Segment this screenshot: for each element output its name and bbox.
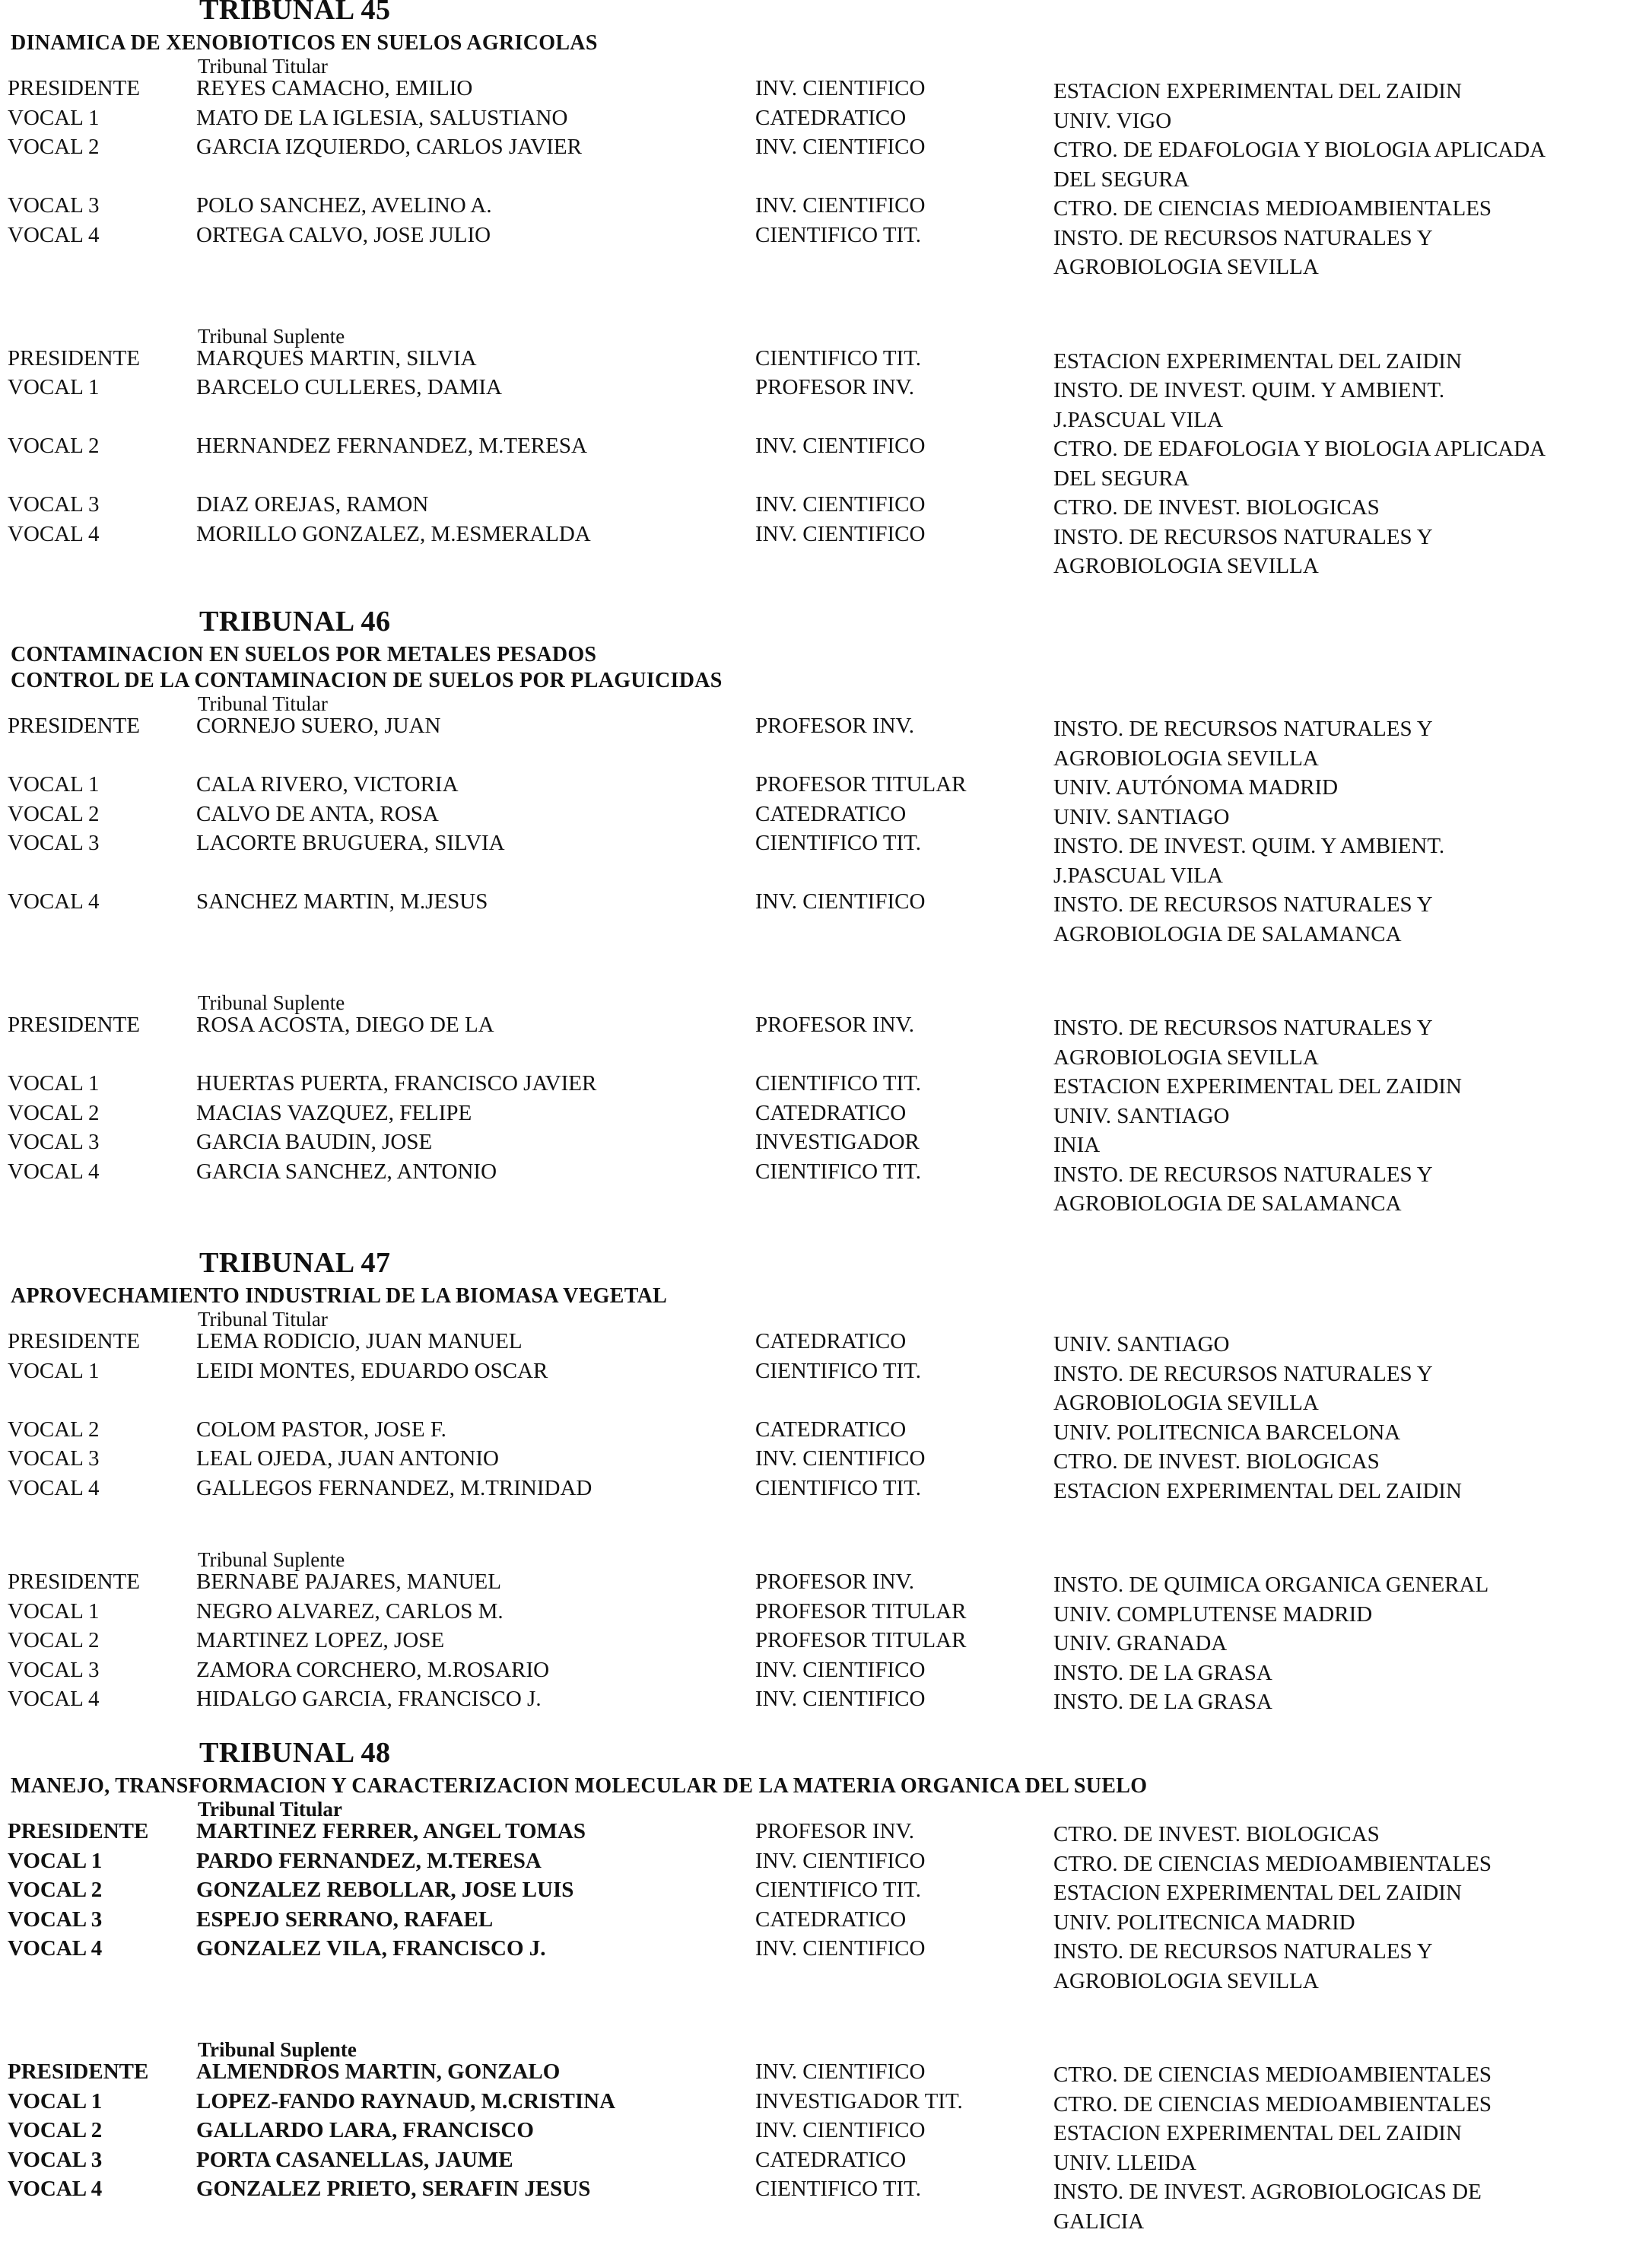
member-position: CATEDRATICO [755,1329,907,1353]
member-position: INV. CIENTIFICO [755,1658,926,1682]
member-position: INVESTIGADOR [755,1130,920,1154]
member-name: MARTINEZ FERRER, ANGEL TOMAS [196,1819,586,1843]
member-position: CATEDRATICO [755,106,907,130]
member-role: PRESIDENTE [8,2059,149,2084]
member-institution: AGROBIOLOGIA SEVILLA [1053,1391,1319,1415]
member-name: MORILLO GONZALEZ, M.ESMERALDA [196,522,591,546]
member-role: PRESIDENTE [8,1329,140,1353]
member-role: VOCAL 2 [8,802,100,826]
member-institution: ESTACION EXPERIMENTAL DEL ZAIDIN [1053,79,1462,103]
member-institution: UNIV. SANTIAGO [1053,805,1230,829]
member-position: INV. CIENTIFICO [755,1687,926,1711]
member-institution: ESTACION EXPERIMENTAL DEL ZAIDIN [1053,1074,1462,1099]
member-institution: AGROBIOLOGIA SEVILLA [1053,1969,1319,1993]
member-institution: INSTO. DE RECURSOS NATURALES Y [1053,892,1433,917]
member-institution: UNIV. POLITECNICA BARCELONA [1053,1420,1401,1445]
member-name: HIDALGO GARCIA, FRANCISCO J. [196,1687,542,1711]
member-name: SANCHEZ MARTIN, M.JESUS [196,889,488,914]
member-name: CORNEJO SUERO, JUAN [196,714,441,738]
panel-label: Tribunal Suplente [198,2038,357,2061]
member-institution: AGROBIOLOGIA SEVILLA [1053,1045,1319,1070]
member-position: INV. CIENTIFICO [755,193,926,218]
member-name: NEGRO ALVAREZ, CARLOS M. [196,1599,504,1624]
member-position: CATEDRATICO [755,802,907,826]
member-institution: INSTO. DE INVEST. QUIM. Y AMBIENT. [1053,834,1445,858]
member-role: PRESIDENTE [8,1013,140,1037]
member-institution: CTRO. DE EDAFOLOGIA Y BIOLOGIA APLICADA [1053,138,1546,162]
member-role: VOCAL 1 [8,772,100,797]
member-role: VOCAL 3 [8,193,100,218]
member-position: INV. CIENTIFICO [755,434,926,458]
member-institution: J.PASCUAL VILA [1053,408,1223,432]
tribunal-number: TRIBUNAL 45 [199,0,391,26]
member-role: VOCAL 3 [8,831,100,855]
member-role: VOCAL 3 [8,1130,100,1154]
tribunal-number: TRIBUNAL 46 [199,606,391,638]
member-role: VOCAL 2 [8,1101,100,1125]
member-institution: INSTO. DE RECURSOS NATURALES Y [1053,226,1433,250]
member-role: VOCAL 1 [8,1359,100,1383]
member-institution: ESTACION EXPERIMENTAL DEL ZAIDIN [1053,349,1462,374]
member-position: CIENTIFICO TIT. [755,1878,922,1902]
member-position: PROFESOR INV. [755,1819,914,1843]
member-institution: AGROBIOLOGIA SEVILLA [1053,746,1319,771]
member-name: ALMENDROS MARTIN, GONZALO [196,2059,561,2084]
member-institution: CTRO. DE INVEST. BIOLOGICAS [1053,495,1380,520]
member-role: VOCAL 1 [8,1849,103,1873]
member-name: MACIAS VAZQUEZ, FELIPE [196,1101,472,1125]
member-position: PROFESOR INV. [755,714,914,738]
member-position: CATEDRATICO [755,1101,907,1125]
member-institution: INIA [1053,1133,1101,1157]
member-role: VOCAL 1 [8,1071,100,1096]
member-institution: INSTO. DE RECURSOS NATURALES Y [1053,1162,1433,1187]
member-institution: UNIV. COMPLUTENSE MADRID [1053,1602,1373,1627]
member-institution: INSTO. DE RECURSOS NATURALES Y [1053,1362,1433,1386]
tribunal-subject: DINAMICA DE XENOBIOTICOS EN SUELOS AGRICOLAS [11,31,598,55]
member-institution: UNIV. LLEIDA [1053,2151,1196,2175]
member-institution: UNIV. SANTIAGO [1053,1332,1230,1356]
member-institution: UNIV. VIGO [1053,109,1172,133]
member-name: HERNANDEZ FERNANDEZ, M.TERESA [196,434,587,458]
member-role: VOCAL 4 [8,1936,103,1961]
member-role: VOCAL 4 [8,889,100,914]
member-name: ESPEJO SERRANO, RAFAEL [196,1907,494,1932]
member-position: INV. CIENTIFICO [755,889,926,914]
member-role: VOCAL 3 [8,1446,100,1471]
member-position: INV. CIENTIFICO [755,522,926,546]
member-institution: INSTO. DE INVEST. QUIM. Y AMBIENT. [1053,378,1445,402]
member-institution: DEL SEGURA [1053,167,1190,192]
member-role: PRESIDENTE [8,346,140,371]
panel-label: Tribunal Titular [198,1308,328,1331]
member-position: INV. CIENTIFICO [755,1849,926,1873]
member-institution: CTRO. DE CIENCIAS MEDIOAMBIENTALES [1053,196,1492,221]
member-role: VOCAL 4 [8,1476,100,1500]
member-institution: AGROBIOLOGIA DE SALAMANCA [1053,922,1402,946]
member-role: VOCAL 3 [8,492,100,517]
member-role: VOCAL 3 [8,1658,100,1682]
member-position: INV. CIENTIFICO [755,2059,926,2084]
member-position: CIENTIFICO TIT. [755,346,922,371]
member-role: VOCAL 2 [8,434,100,458]
member-position: INV. CIENTIFICO [755,1936,926,1961]
member-institution: J.PASCUAL VILA [1053,864,1223,888]
tribunal-number: TRIBUNAL 48 [199,1737,391,1769]
member-institution: ESTACION EXPERIMENTAL DEL ZAIDIN [1053,2121,1462,2145]
member-name: LEMA RODICIO, JUAN MANUEL [196,1329,523,1353]
member-name: GONZALEZ VILA, FRANCISCO J. [196,1936,546,1961]
member-institution: UNIV. POLITECNICA MADRID [1053,1910,1355,1935]
member-name: LACORTE BRUGUERA, SILVIA [196,831,505,855]
panel-label: Tribunal Titular [198,1798,342,1821]
member-name: MARQUES MARTIN, SILVIA [196,346,477,371]
member-position: INV. CIENTIFICO [755,2118,926,2142]
member-institution: AGROBIOLOGIA DE SALAMANCA [1053,1191,1402,1216]
member-institution: UNIV. SANTIAGO [1053,1104,1230,1128]
tribunal-subject: MANEJO, TRANSFORMACION Y CARACTERIZACION MOLECULAR DE LA MATERIA ORGANICA DEL SUELO [11,1774,1148,1798]
member-name: ROSA ACOSTA, DIEGO DE LA [196,1013,494,1037]
member-name: CALA RIVERO, VICTORIA [196,772,459,797]
member-name: REYES CAMACHO, EMILIO [196,76,473,100]
member-name: MATO DE LA IGLESIA, SALUSTIANO [196,106,568,130]
panel-label: Tribunal Suplente [198,325,345,348]
member-name: PORTA CASANELLAS, JAUME [196,2148,513,2172]
member-position: PROFESOR TITULAR [755,1628,967,1652]
member-role: VOCAL 3 [8,2148,103,2172]
panel-label: Tribunal Titular [198,55,328,78]
member-role: VOCAL 1 [8,1599,100,1624]
member-position: INV. CIENTIFICO [755,1446,926,1471]
member-institution: INSTO. DE RECURSOS NATURALES Y [1053,1016,1433,1040]
member-institution: AGROBIOLOGIA SEVILLA [1053,554,1319,578]
member-position: CIENTIFICO TIT. [755,2177,922,2201]
member-name: LOPEZ-FANDO RAYNAUD, M.CRISTINA [196,2089,616,2113]
member-position: PROFESOR TITULAR [755,1599,967,1624]
tribunal-subject: CONTROL DE LA CONTAMINACION DE SUELOS POR PLAGUICIDAS [11,669,723,692]
member-name: GONZALEZ PRIETO, SERAFIN JESUS [196,2177,591,2201]
member-position: INV. CIENTIFICO [755,135,926,159]
member-institution: ESTACION EXPERIMENTAL DEL ZAIDIN [1053,1479,1462,1503]
member-role: VOCAL 2 [8,1878,103,1902]
member-name: CALVO DE ANTA, ROSA [196,802,439,826]
member-name: LEIDI MONTES, EDUARDO OSCAR [196,1359,548,1383]
member-institution: CTRO. DE CIENCIAS MEDIOAMBIENTALES [1053,2092,1492,2117]
member-role: VOCAL 2 [8,135,100,159]
member-institution: INSTO. DE RECURSOS NATURALES Y [1053,1939,1433,1964]
member-role: PRESIDENTE [8,1570,140,1594]
member-position: INVESTIGADOR TIT. [755,2089,963,2113]
member-name: ORTEGA CALVO, JOSE JULIO [196,223,491,247]
member-institution: GALICIA [1053,2209,1145,2234]
member-institution: INSTO. DE LA GRASA [1053,1661,1272,1685]
member-institution: INSTO. DE QUIMICA ORGANICA GENERAL [1053,1573,1489,1597]
member-role: VOCAL 2 [8,2118,103,2142]
member-institution: INSTO. DE RECURSOS NATURALES Y [1053,717,1433,741]
member-institution: CTRO. DE INVEST. BIOLOGICAS [1053,1822,1380,1846]
member-role: VOCAL 4 [8,1687,100,1711]
member-name: GALLARDO LARA, FRANCISCO [196,2118,534,2142]
member-position: CIENTIFICO TIT. [755,1476,922,1500]
member-position: CIENTIFICO TIT. [755,1359,922,1383]
member-institution: INSTO. DE RECURSOS NATURALES Y [1053,525,1433,549]
member-role: VOCAL 4 [8,2177,103,2201]
member-institution: ESTACION EXPERIMENTAL DEL ZAIDIN [1053,1881,1462,1905]
member-institution: UNIV. AUTÓNOMA MADRID [1053,775,1339,800]
member-name: DIAZ OREJAS, RAMON [196,492,429,517]
member-role: VOCAL 2 [8,1417,100,1442]
member-name: HUERTAS PUERTA, FRANCISCO JAVIER [196,1071,597,1096]
member-position: PROFESOR INV. [755,1013,914,1037]
member-position: PROFESOR TITULAR [755,772,967,797]
member-name: ZAMORA CORCHERO, M.ROSARIO [196,1658,550,1682]
member-name: BARCELO CULLERES, DAMIA [196,375,502,399]
member-institution: CTRO. DE EDAFOLOGIA Y BIOLOGIA APLICADA [1053,437,1546,461]
member-role: VOCAL 3 [8,1907,103,1932]
member-position: INV. CIENTIFICO [755,492,926,517]
tribunal-number: TRIBUNAL 47 [199,1247,391,1279]
member-position: CIENTIFICO TIT. [755,831,922,855]
member-role: PRESIDENTE [8,714,140,738]
member-position: INV. CIENTIFICO [755,76,926,100]
member-position: PROFESOR INV. [755,375,914,399]
member-role: VOCAL 1 [8,2089,103,2113]
member-name: GALLEGOS FERNANDEZ, M.TRINIDAD [196,1476,592,1500]
member-name: GARCIA IZQUIERDO, CARLOS JAVIER [196,135,582,159]
member-role: PRESIDENTE [8,1819,149,1843]
member-name: POLO SANCHEZ, AVELINO A. [196,193,492,218]
member-role: VOCAL 4 [8,1159,100,1184]
member-institution: CTRO. DE CIENCIAS MEDIOAMBIENTALES [1053,2063,1492,2087]
member-institution: UNIV. GRANADA [1053,1631,1228,1655]
member-position: CIENTIFICO TIT. [755,1071,922,1096]
member-position: CATEDRATICO [755,2148,907,2172]
member-position: PROFESOR INV. [755,1570,914,1594]
member-name: PARDO FERNANDEZ, M.TERESA [196,1849,542,1873]
member-name: GONZALEZ REBOLLAR, JOSE LUIS [196,1878,574,1902]
member-institution: CTRO. DE INVEST. BIOLOGICAS [1053,1449,1380,1474]
member-role: VOCAL 1 [8,106,100,130]
member-position: CIENTIFICO TIT. [755,223,922,247]
member-role: VOCAL 4 [8,223,100,247]
member-name: LEAL OJEDA, JUAN ANTONIO [196,1446,499,1471]
member-role: VOCAL 1 [8,375,100,399]
member-name: MARTINEZ LOPEZ, JOSE [196,1628,445,1652]
member-position: CATEDRATICO [755,1907,907,1932]
member-name: COLOM PASTOR, JOSE F. [196,1417,446,1442]
member-role: PRESIDENTE [8,76,140,100]
member-institution: CTRO. DE CIENCIAS MEDIOAMBIENTALES [1053,1852,1492,1876]
member-name: BERNABE PAJARES, MANUEL [196,1570,501,1594]
tribunal-subject: APROVECHAMIENTO INDUSTRIAL DE LA BIOMASA VEGETAL [11,1284,668,1308]
panel-label: Tribunal Suplente [198,991,345,1014]
member-position: CIENTIFICO TIT. [755,1159,922,1184]
member-institution: DEL SEGURA [1053,466,1190,491]
member-name: GARCIA BAUDIN, JOSE [196,1130,433,1154]
member-role: VOCAL 4 [8,522,100,546]
member-role: VOCAL 2 [8,1628,100,1652]
member-position: CATEDRATICO [755,1417,907,1442]
member-name: GARCIA SANCHEZ, ANTONIO [196,1159,497,1184]
member-institution: INSTO. DE INVEST. AGROBIOLOGICAS DE [1053,2180,1482,2204]
member-institution: AGROBIOLOGIA SEVILLA [1053,255,1319,279]
panel-label: Tribunal Suplente [198,1548,345,1571]
panel-label: Tribunal Titular [198,692,328,715]
tribunal-subject: CONTAMINACION EN SUELOS POR METALES PESADOS [11,643,597,666]
member-institution: INSTO. DE LA GRASA [1053,1690,1272,1714]
